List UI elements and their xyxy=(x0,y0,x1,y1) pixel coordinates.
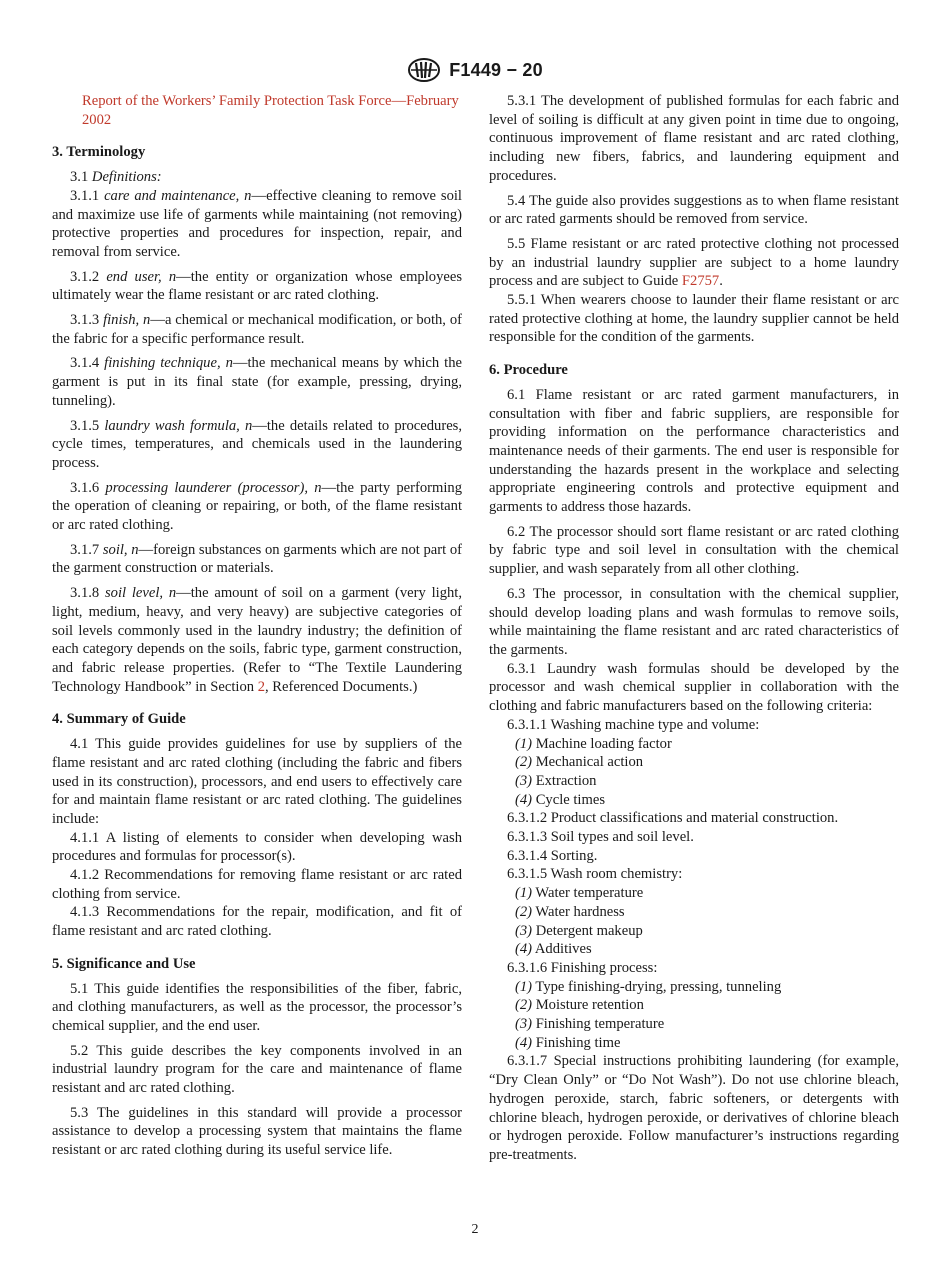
document-id: F1449 − 20 xyxy=(449,59,543,80)
paragraph-5-3: 5.3 The guidelines in this standard will provide a processor assistance to develop a processing system that maintains the flame resistant or arc rated clothing during its useful service life. xyxy=(52,1104,462,1159)
paragraph-5-2: 5.2 This guide describes the key components involved in an industrial laundry program for the care and maintenance of flame resistant and arc rated clothing. xyxy=(52,1042,462,1097)
list-item: (4) Finishing time xyxy=(515,1034,621,1051)
guide-f2757-link[interactable]: F2757 xyxy=(681,273,720,290)
list-6-3-1-6 xyxy=(489,978,899,1053)
list-6-3-1-1 xyxy=(489,735,899,810)
page-header xyxy=(0,56,950,84)
paragraph-5-1: 5.1 This guide identifies the responsibilities of the fiber, fabric, and clothing manufacturers, as well as the processor, the processor’s chemical supplier, and the end user. xyxy=(52,980,462,1034)
paragraph-6-3-1-7: 6.3.1.7 Special instructions prohibiting laundering (for example, “Dry Clean Only” or “Do Not Wash”). Do not use chlorine bleach, hydrogen peroxide, starch, fabric softeners, or detergents with chlorine bleach, hydrogen peroxide, or derivatives of chlorine bleach or hydrogen peroxide. Follow manufacturer’s instructions regarding pre-treatments. xyxy=(489,1053,899,1163)
definition-3-1-7: 3.1.7 soil, n—foreign substances on garments which are not part of the garment construction or materials. xyxy=(52,541,462,577)
report-reference[interactable]: Report of the Workers’ Family Protection Task Force—February 2002 xyxy=(82,93,459,128)
list-item: (4) Additives xyxy=(515,941,592,958)
section-3-heading: 3. Terminology xyxy=(52,144,146,161)
paragraph-6-3-1-1: 6.3.1.1 Washing machine type and volume: xyxy=(507,716,760,733)
paragraph-6-3-1: 6.3.1 Laundry wash formulas should be developed by the processor and wash chemical supplier in collaboration with the clothing and fabric manufacturers based on the following criteria: xyxy=(489,660,899,715)
paragraph-5-5-1: 5.5.1 When wearers choose to launder their flame resistant or arc rated protective clothing at home, the laundry supplier cannot be held responsible for the condition of the garments. xyxy=(489,292,899,346)
paragraph-6-1: 6.1 Flame resistant or arc rated garment manufacturers, in consultation with fiber and fabric suppliers, are responsible for providing information on the performance characteristics and maintenance needs of their garments. The end user is responsible for understanding the hazards present in the workplace and selecting appropriate engineering controls and protective equipment and garments to address those hazards. xyxy=(489,386,899,516)
definition-3-1-2: 3.1.2 end user, n—the entity or organization whose employees ultimately wear the flame resistant or arc rated clothing. xyxy=(52,268,463,304)
paragraph-6-3-1-3: 6.3.1.3 Soil types and soil level. xyxy=(507,829,694,846)
paragraph-6-2: 6.2 The processor should sort flame resistant or arc rated clothing by fabric type and soil level in consultation with the chemical supplier, and wash separately from all other clothing. xyxy=(489,523,899,578)
section-5-heading: 5. Significance and Use xyxy=(52,955,196,972)
section-4-heading: 4. Summary of Guide xyxy=(52,711,186,728)
paragraph-4-1-1: 4.1.1 A listing of elements to consider when developing wash procedures and formulas for processor(s). xyxy=(52,829,462,865)
definition-3-1-6: 3.1.6 processing launderer (processor), n—the party performing the operation of cleaning or repairing, or both, of the flame resistant or arc rated clothing. xyxy=(52,479,463,534)
list-item: (1) Type finishing-drying, pressing, tunneling xyxy=(515,978,782,995)
astm-logo-icon xyxy=(407,57,441,83)
list-item: (3) Extraction xyxy=(515,772,597,789)
left-column xyxy=(52,92,462,1160)
paragraph-4-1-2: 4.1.2 Recommendations for removing flame resistant or arc rated clothing from service. xyxy=(52,867,462,902)
paragraph-5-4: 5.4 The guide also provides suggestions as to when flame resistant or arc rated garments should be removed from service. xyxy=(489,192,899,228)
list-item: (4) Cycle times xyxy=(515,791,605,808)
paragraph-6-3-1-5: 6.3.1.5 Wash room chemistry: xyxy=(507,866,683,883)
definition-3-1: 3.1 Definitions: xyxy=(70,169,162,186)
paragraph-4-1: 4.1 This guide provides guidelines for use by suppliers of the flame resistant and arc rated clothing (including the fabric and fibers used in its construction), processors, and end users to effectively care for and maintain flame resistant or arc rated clothing. The guidelines include: xyxy=(52,736,462,827)
section-2-link[interactable]: 2 xyxy=(257,678,265,695)
definition-3-1-3: 3.1.3 finish, n—a chemical or mechanical modification, or both, of the fabric for a specific performance result. xyxy=(52,312,462,347)
list-item: (3) Finishing temperature xyxy=(515,1016,665,1033)
definition-3-1-5: 3.1.5 laundry wash formula, n—the details related to procedures, cycle times, temperatures, and chemicals used in the laundering process. xyxy=(52,417,462,471)
list-item: (3) Detergent makeup xyxy=(515,922,643,939)
paragraph-6-3-1-6: 6.3.1.6 Finishing process: xyxy=(507,959,658,976)
definition-3-1-4: 3.1.4 finishing technique, n—the mechanical means by which the garment is put in its final state (for example, pressing, drying, tunneling). xyxy=(52,355,462,409)
page-number: 2 xyxy=(471,1222,479,1237)
right-column xyxy=(489,92,899,1165)
list-6-3-1-5 xyxy=(489,884,899,959)
list-item: (2) Moisture retention xyxy=(515,997,644,1014)
list-item: (1) Machine loading factor xyxy=(515,735,672,752)
paragraph-4-1-3: 4.1.3 Recommendations for the repair, modification, and fit of flame resistant and arc rated clothing. xyxy=(52,904,462,940)
list-item: (2) Water hardness xyxy=(515,903,625,920)
list-item: (2) Mechanical action xyxy=(515,754,644,771)
list-item: (1) Water temperature xyxy=(515,885,644,902)
paragraph-6-3: 6.3 The processor, in consultation with the chemical supplier, should develop loading plans and wash formulas to remove soils, while maintaining the flame resistant and arc rated characteristics of the garments. xyxy=(489,585,899,658)
definition-3-1-8: 3.1.8 soil level, n—the amount of soil on a garment (very light, light, medium, heavy, and very heavy) are subjective categories of soil levels commonly used in the laundry industry; the definition of each category depends on the soils, fabric type, garment construction, and fabric release properties. (Refer to “The Textile Laundering Technology Handbook” in Section 2, Referenced Documents.) xyxy=(52,585,462,695)
paragraph-5-5: 5.5 Flame resistant or arc rated protective clothing not processed by an industrial laundry supplier are subject to a home laundry process and are subject to Guide F2757. xyxy=(489,235,899,290)
paragraph-6-3-1-4: 6.3.1.4 Sorting. xyxy=(507,847,598,864)
section-6-heading: 6. Procedure xyxy=(489,362,568,379)
paragraph-6-3-1-2: 6.3.1.2 Product classifications and material construction. xyxy=(507,810,839,827)
definition-3-1-1: 3.1.1 care and maintenance, n—effective cleaning to remove soil and maximize use life of garments while maintaining (not removing) protective properties and procedures for inspection, repair, and removal from service. xyxy=(52,187,462,260)
paragraph-5-3-1: 5.3.1 The development of published formulas for each fabric and level of soiling is difficult at any given point in time due to ongoing, continuous improvement of flame resistant and arc rated clothing, including new fibers, fabrics, and laundering equipment and procedures. xyxy=(489,93,899,184)
